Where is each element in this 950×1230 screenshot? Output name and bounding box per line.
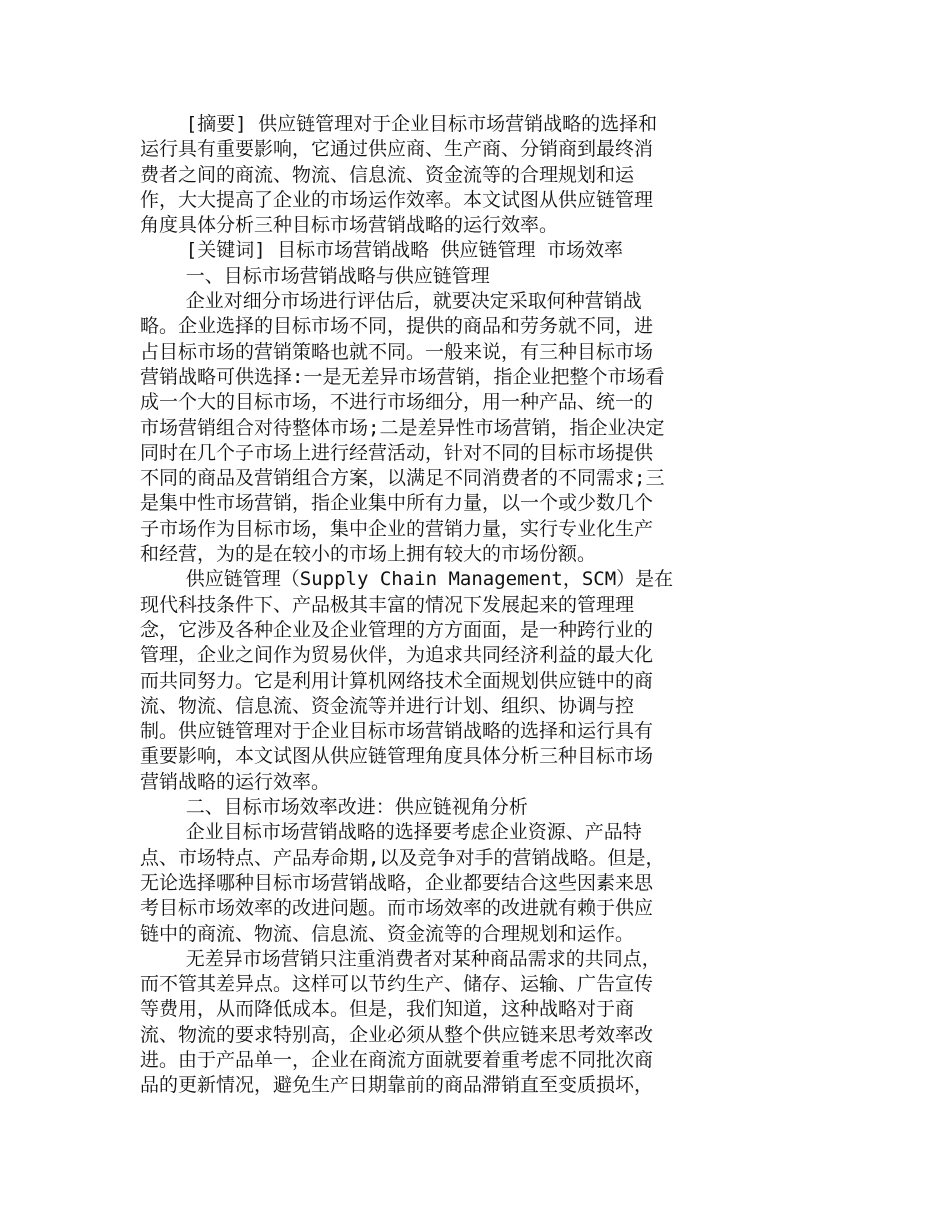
text-line: 点、市场特点、产品寿命期,以及竞争对手的营销战略。但是， <box>140 846 665 869</box>
text-line: 作，大大提高了企业的市场运作效率。本文试图从供应链管理 <box>140 188 654 211</box>
text-line: 等费用，从而降低成本。但是，我们知道，这种战略对于商 <box>140 998 635 1021</box>
text-line: 占目标市场的营销策略也就不同。一般来说，有三种目标市场 <box>140 340 654 363</box>
text-line: 考目标市场效率的改进问题。而市场效率的改进就有赖于供应 <box>140 897 654 920</box>
section-heading: 一、目标市场营销战略与供应链管理 <box>140 264 490 287</box>
document-body <box>140 112 745 1099</box>
text-line: 企业对细分市场进行评估后，就要决定采取何种营销战 <box>140 290 642 313</box>
text-line: 品的更新情况，避免生产日期靠前的商品滞销直至变质损坏， <box>140 1074 654 1097</box>
text-line: 运行具有重要影响，它通过供应商、生产商、分销商到最终消 <box>140 138 654 161</box>
text-line: 重要影响，本文试图从供应链管理角度具体分析三种目标市场 <box>140 745 654 768</box>
text-line: 管理，企业之间作为贸易伙伴，为追求共同经济利益的最大化 <box>140 644 654 667</box>
text-line: 不同的商品及营销组合方案，以满足不同消费者的不同需求;三 <box>140 467 665 490</box>
text-line: 和经营，为的是在较小的市场上拥有较大的市场份额。 <box>140 543 597 566</box>
text-line: 角度具体分析三种目标市场营销战略的运行效率。 <box>140 214 559 237</box>
text-line: 略。企业选择的目标市场不同，提供的商品和劳务就不同，进 <box>140 315 654 338</box>
text-line: 无论选择哪种目标市场营销战略，企业都要结合这些因素来思 <box>140 871 654 894</box>
section-heading: 二、目标市场效率改进：供应链视角分析 <box>140 796 528 819</box>
text-line: 链中的商流、物流、信息流、资金流等的合理规划和运作。 <box>140 922 635 945</box>
text-line: 企业目标市场营销战略的选择要考虑企业资源、产品特 <box>140 821 642 844</box>
text-line: 流、物流的要求特别高，企业必须从整个供应链来思考效率改 <box>140 1023 654 1046</box>
text-line: 是集中性市场营销，指企业集中所有力量，以一个或少数几个 <box>140 492 654 515</box>
text-line: 而共同努力。它是利用计算机网络技术全面规划供应链中的商 <box>140 669 654 692</box>
text-line: 营销战略可供选择:一是无差异市场营销，指企业把整个市场看 <box>140 365 665 388</box>
text-line: 念，它涉及各种企业及企业管理的方方面面，是一种跨行业的 <box>140 618 654 641</box>
text-line: 成一个大的目标市场，不进行市场细分，用一种产品、统一的 <box>140 391 654 414</box>
text-line: [摘要] 供应链管理对于企业目标市场营销战略的选择和 <box>140 113 658 135</box>
text-line: 同时在几个子市场上进行经营活动，针对不同的目标市场提供 <box>140 441 654 464</box>
text-line: 流、物流、信息流、资金流等并进行计划、组织、协调与控 <box>140 694 635 717</box>
text-line: 现代科技条件下、产品极其丰富的情况下发展起来的管理理 <box>140 593 635 616</box>
text-line: 进。由于产品单一，企业在商流方面就要着重考虑不同批次商 <box>140 1048 654 1071</box>
text-line: 子市场作为目标市场，集中企业的营销力量，实行专业化生产 <box>140 517 654 540</box>
text-line: 费者之间的商流、物流、信息流、资金流等的合理规划和运 <box>140 163 635 186</box>
text-line: 而不管其差异点。这样可以节约生产、储存、运输、广告宣传 <box>140 973 654 996</box>
text-line: 制。供应链管理对于企业目标市场营销战略的选择和运行具有 <box>140 720 654 743</box>
text-line: 供应链管理（Supply Chain Management，SCM）是在 <box>140 568 674 591</box>
text-line: 营销战略的运行效率。 <box>140 770 331 793</box>
text-line: 无差异市场营销只注重消费者对某种商品需求的共同点， <box>140 947 661 970</box>
text-line: 市场营销组合对待整体市场;二是差异性市场营销，指企业决定 <box>140 416 665 439</box>
text-line: [关键词] 目标市场营销战略 供应链管理 市场效率 <box>140 239 623 262</box>
